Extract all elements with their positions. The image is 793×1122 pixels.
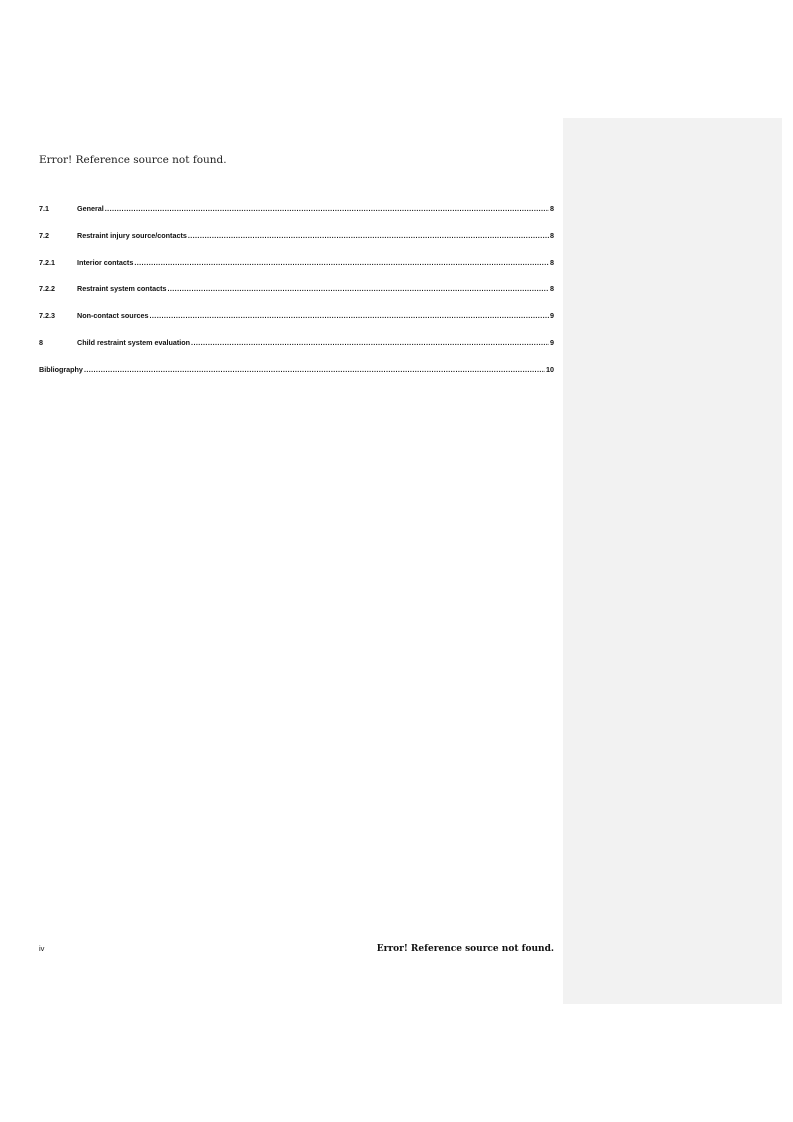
- toc-entry-title: General: [77, 204, 104, 213]
- toc-entry-page: 9: [550, 311, 554, 321]
- toc-entry-page: 10: [546, 364, 554, 374]
- toc-entry-7-1[interactable]: [39, 204, 554, 217]
- toc-entry-number: 8: [39, 337, 43, 347]
- footer-page-number: iv: [39, 944, 45, 953]
- toc-dot-leader: [188, 231, 549, 240]
- toc-entry-page: 8: [550, 230, 554, 240]
- toc-dot-leader: [167, 284, 549, 293]
- toc-dot-leader: [191, 338, 549, 347]
- toc-entry-page: 8: [550, 204, 554, 213]
- toc-entry-title: Interior contacts: [77, 257, 134, 267]
- footer-title: Error! Reference source not found.: [376, 944, 554, 954]
- comment-pane: [563, 118, 782, 1004]
- toc-entry-page: 8: [550, 257, 554, 267]
- toc-entry-8[interactable]: [39, 338, 554, 351]
- toc-entry-7-2-2[interactable]: [39, 284, 554, 297]
- toc-entry-title: Non-contact sources: [77, 311, 149, 321]
- toc-entry-number: 7.2.2: [39, 284, 55, 294]
- toc-entry-7-2-1[interactable]: [39, 258, 554, 271]
- toc-entry-number: 7.1: [39, 204, 49, 213]
- page-footer: [39, 944, 554, 954]
- toc-entry-title: Restraint system contacts: [77, 284, 167, 294]
- toc-dot-leader: [134, 258, 549, 267]
- toc-entry-title: Bibliography: [39, 364, 83, 374]
- table-of-contents: [39, 204, 554, 392]
- toc-entry-number: 7.2: [39, 230, 49, 240]
- toc-dot-leader: [105, 204, 549, 213]
- toc-entry-title: Restraint injury source/contacts: [77, 230, 187, 240]
- toc-dot-leader: [150, 311, 550, 320]
- page-header-text: Error! Reference source not found.: [39, 154, 227, 166]
- toc-entry-bibliography[interactable]: [39, 365, 554, 378]
- toc-entry-7-2-3[interactable]: [39, 311, 554, 324]
- toc-dot-leader: [84, 365, 545, 374]
- toc-entry-number: 7.2.1: [39, 257, 55, 267]
- toc-entry-7-2[interactable]: [39, 231, 554, 244]
- toc-entry-number: 7.2.3: [39, 311, 55, 321]
- toc-entry-page: 8: [550, 284, 554, 294]
- toc-entry-title: Child restraint system evaluation: [77, 337, 191, 347]
- toc-entry-page: 9: [550, 337, 554, 347]
